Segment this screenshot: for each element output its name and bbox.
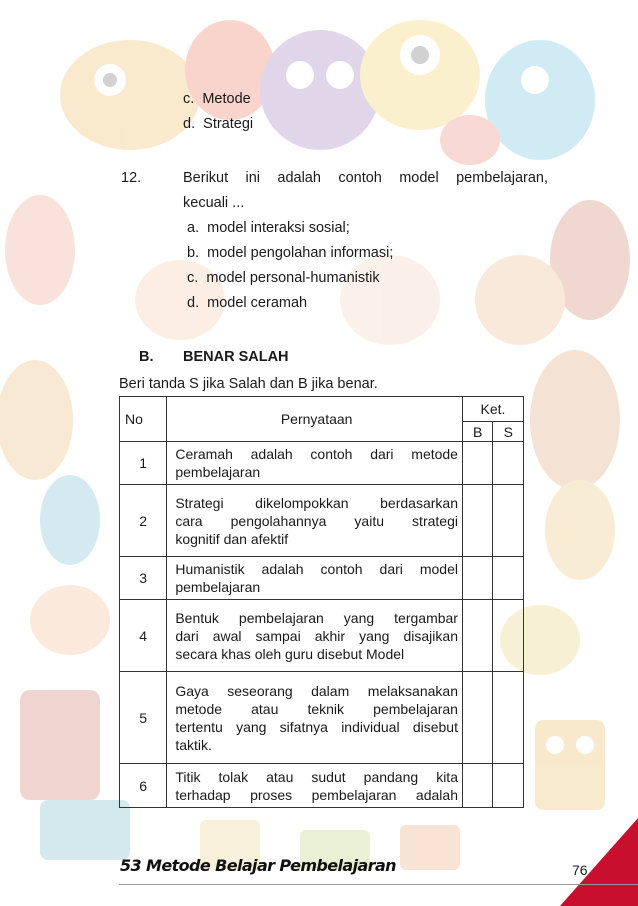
answer-s-cell[interactable] [493,764,524,808]
option-b: b. model pengolahan informasi; [187,245,394,261]
page-number: 76 [572,862,588,878]
row-number: 3 [120,557,167,600]
footer-book-title: 53 Metode Belajar Pembelajaran [120,856,396,875]
table-row [120,557,524,600]
answer-s-cell[interactable] [493,672,524,764]
row-number: 1 [120,442,167,485]
header-b: B [462,422,492,442]
question-text-line2: kecuali ... [183,195,245,211]
header-s: S [493,422,524,442]
answer-b-cell[interactable] [462,442,492,485]
answer-s-cell[interactable] [493,600,524,672]
option-d-prev: d. Strategi [183,116,254,132]
row-statement: Titik tolak atau sudut pandang kita terhadap proses pembelajaran adalah [167,764,463,808]
row-number: 6 [120,764,167,808]
question-text-line1: Berikut ini adalah contoh model pembelajaran, [183,170,548,186]
footer-rule [119,884,638,885]
answer-b-cell[interactable] [462,672,492,764]
table-row [120,485,524,557]
section-title: BENAR SALAH [183,349,289,365]
answer-b-cell[interactable] [462,557,492,600]
option-d: d. model ceramah [187,295,308,311]
row-statement: Strategi dikelompokkan berdasarkan cara pengolahannya yaitu strategi kognitif dan afektif [167,485,463,557]
answer-s-cell[interactable] [493,485,524,557]
benar-salah-table [119,396,524,808]
row-number: 5 [120,672,167,764]
table-row [120,600,524,672]
answer-s-cell[interactable] [493,557,524,600]
answer-s-cell[interactable] [493,442,524,485]
row-statement: Gaya seseorang dalam melaksanakan metode atau teknik pembelajaran tertentu yang sifatnya individual disebut taktik. [167,672,463,764]
header-ket: Ket. [462,397,523,422]
row-statement: Ceramah adalah contoh dari metode pembelajaran [167,442,463,485]
table-row [120,764,524,808]
answer-b-cell[interactable] [462,764,492,808]
option-c-prev: c. Metode [183,91,251,107]
answer-b-cell[interactable] [462,600,492,672]
row-statement: Bentuk pembelajaran yang tergambar dari awal sampai akhir yang disajikan secara khas oleh guru disebut Model [167,600,463,672]
answer-b-cell[interactable] [462,485,492,557]
option-a: a. model interaksi sosial; [187,220,350,236]
row-number: 4 [120,600,167,672]
header-no: No [120,397,167,442]
table-row [120,672,524,764]
section-letter: B. [139,349,154,365]
instruction-text: Beri tanda S jika Salah dan B jika benar. [119,376,378,392]
table-row [120,442,524,485]
question-number: 12. [121,170,142,186]
option-c: c. model personal-humanistik [187,270,380,286]
row-statement: Humanistik adalah contoh dari model pembelajaran [167,557,463,600]
header-statement: Pernyataan [167,397,463,442]
row-number: 2 [120,485,167,557]
